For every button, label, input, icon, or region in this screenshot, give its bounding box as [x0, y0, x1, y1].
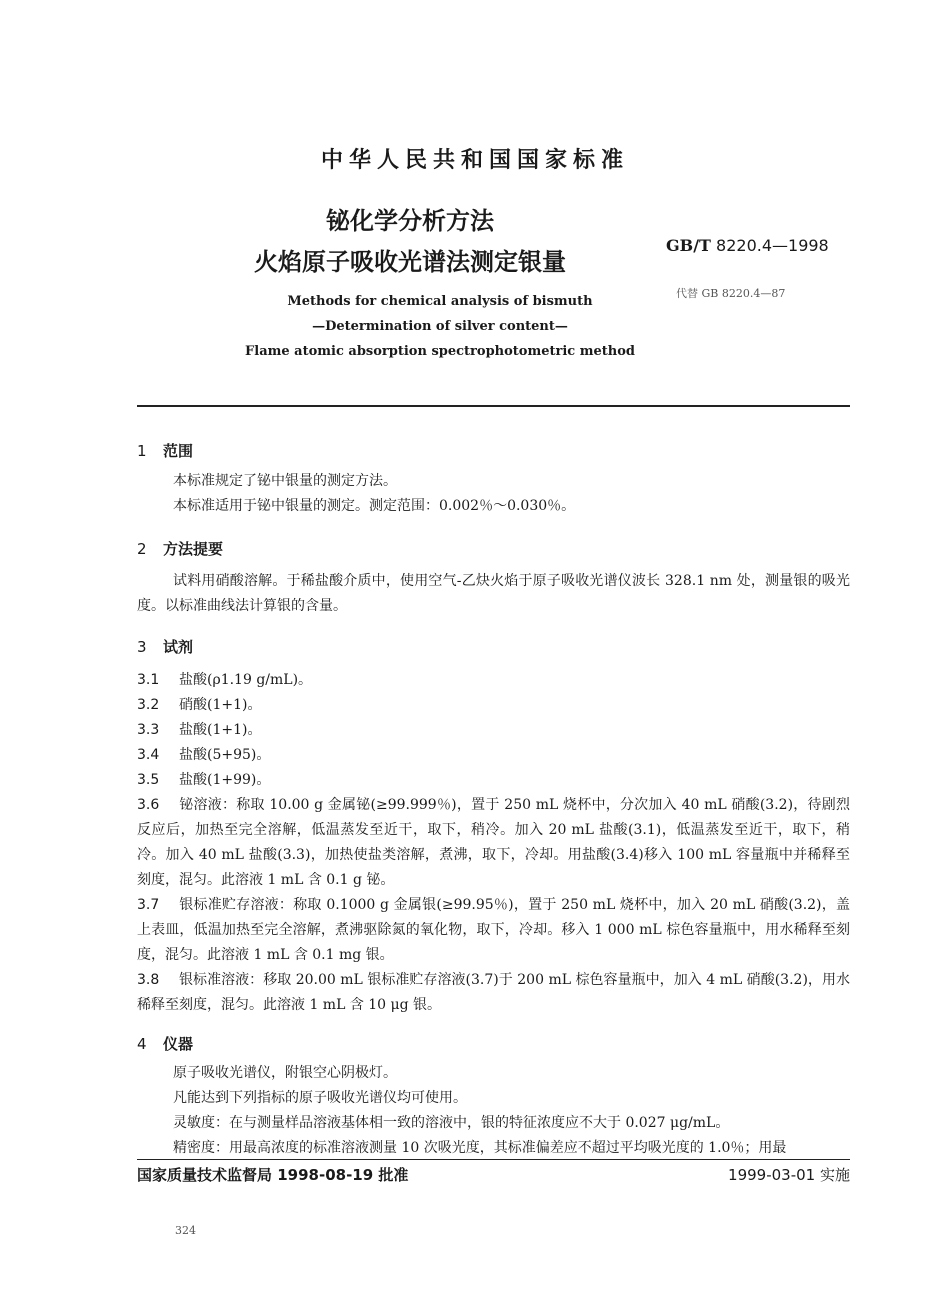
- reagent-text: 银标准贮存溶液：称取 0.1000 g 金属银(≥99.95％)，置于 250 mL 烧杯中，加入 20 mL 硝酸(3.2)，盖上表皿，低温加热至完全溶解，煮沸驱除氮的氧化物，取下，冷却。移入 1 000 mL 棕色容量瓶中，用水稀释至刻度，混匀。此溶液 1 mL 含 0.1 mg 银。: [137, 897, 850, 963]
- reagent-number: 3.4: [137, 747, 160, 763]
- section-4-para-2: 凡能达到下列指标的原子吸收光谱仪均可使用。: [173, 1090, 467, 1106]
- section-4-number: 4: [137, 1035, 147, 1053]
- title-en-line3: Flame atomic absorption spectrophotometric method: [245, 344, 635, 359]
- reagent-3-3: [137, 718, 850, 743]
- reagent-3-7: [137, 893, 850, 968]
- national-standard-heading: 中华人民共和国国家标准: [320, 148, 629, 173]
- section-1-number: 1: [137, 442, 147, 460]
- title-cn-line2: 火焰原子吸收光谱法测定银量: [254, 248, 566, 276]
- reagent-3-8: [137, 968, 850, 1018]
- title-cn-line1: 铋化学分析方法: [326, 207, 494, 235]
- reagent-text: 盐酸(ρ1.19 g/mL)。: [179, 672, 313, 688]
- section-2-para-1: 试料用硝酸溶解。于稀盐酸介质中，使用空气-乙炔火焰于原子吸收光谱仪波长 328.1 nm 处，测量银的吸光度。以标准曲线法计算银的含量。: [137, 573, 850, 614]
- reagent-3-4: [137, 743, 850, 768]
- section-4-para-1: 原子吸收光谱仪，附银空心阴极灯。: [173, 1065, 397, 1081]
- reagent-text: 银标准溶液：移取 20.00 mL 银标准贮存溶液(3.7)于 200 mL 棕色容量瓶中，加入 4 mL 硝酸(3.2)，用水稀释至刻度，混匀。此溶液 1 mL 含 10 μg 银。: [137, 972, 850, 1013]
- reagent-number: 3.7: [137, 897, 160, 913]
- reagent-number: 3.1: [137, 672, 160, 688]
- standard-prefix: GB/T: [666, 236, 711, 255]
- reagent-text: 铋溶液：称取 10.00 g 金属铋(≥99.999％)，置于 250 mL 烧杯中，分次加入 40 mL 硝酸(3.2)，待剧烈反应后，加热至完全溶解，低温蒸发至近干，取下，稍冷。加入 20 mL 盐酸(3.1)，低温蒸发至近干，取下，稍冷。加入 40 mL 盐酸(3.3)，加热使盐类溶解，煮沸，取下，冷却。用盐酸(3.4)移入 100 mL 容量瓶中并稀释至刻度，混匀。此溶液 1 mL 含 0.1 g 铋。: [137, 797, 850, 888]
- approval-date: 国家质量技术监督局 1998-08-19 批准: [137, 1166, 409, 1184]
- reagent-number: 3.2: [137, 697, 160, 713]
- replaces-standard: 代替 GB 8220.4—87: [676, 287, 786, 300]
- section-1-title: 范围: [163, 442, 194, 460]
- page-number: 324: [175, 1224, 196, 1237]
- reagent-3-2: [137, 693, 850, 718]
- section-2-number: 2: [137, 540, 147, 558]
- reagent-3-1: [137, 668, 850, 693]
- reagent-number: 3.3: [137, 722, 160, 738]
- standard-code: 8220.4—1998: [716, 236, 829, 255]
- standard-number: [666, 236, 829, 255]
- reagent-3-5: [137, 768, 850, 793]
- section-1-para-2: 本标准适用于铋中银量的测定。测定范围：0.002％～0.030％。: [173, 498, 576, 514]
- title-en-line2: —Determination of silver content—: [312, 319, 568, 334]
- reagent-3-6: [137, 793, 850, 893]
- implementation-date: 1999-03-01 实施: [728, 1166, 850, 1184]
- section-4-para-3: 灵敏度：在与测量样品溶液基体相一致的溶液中，银的特征浓度应不大于 0.027 μg/mL。: [173, 1115, 730, 1131]
- title-en-line1: Methods for chemical analysis of bismuth: [287, 294, 593, 309]
- reagent-text: 硝酸(1+1)。: [179, 697, 262, 713]
- footer-rule: [137, 1159, 850, 1160]
- section-3-title: 试剂: [163, 638, 194, 656]
- header-rule: [137, 405, 850, 407]
- section-3-heading: [137, 636, 193, 657]
- section-1-para-1: 本标准规定了铋中银量的测定方法。: [173, 473, 397, 489]
- reagent-number: 3.8: [137, 972, 160, 988]
- section-4-para-4: 精密度：用最高浓度的标准溶液测量 10 次吸光度，其标准偏差应不超过平均吸光度的 1.0％；用最: [173, 1140, 787, 1156]
- reagent-text: 盐酸(5+95)。: [179, 747, 271, 763]
- section-1-heading: [137, 440, 193, 461]
- reagent-number: 3.6: [137, 797, 160, 813]
- section-2-heading: [137, 538, 223, 559]
- section-2-title: 方法提要: [163, 540, 224, 558]
- reagent-number: 3.5: [137, 772, 160, 788]
- section-4-title: 仪器: [163, 1035, 194, 1053]
- section-4-heading: [137, 1033, 193, 1054]
- reagent-text: 盐酸(1+1)。: [179, 722, 262, 738]
- section-3-number: 3: [137, 638, 147, 656]
- reagent-text: 盐酸(1+99)。: [179, 772, 271, 788]
